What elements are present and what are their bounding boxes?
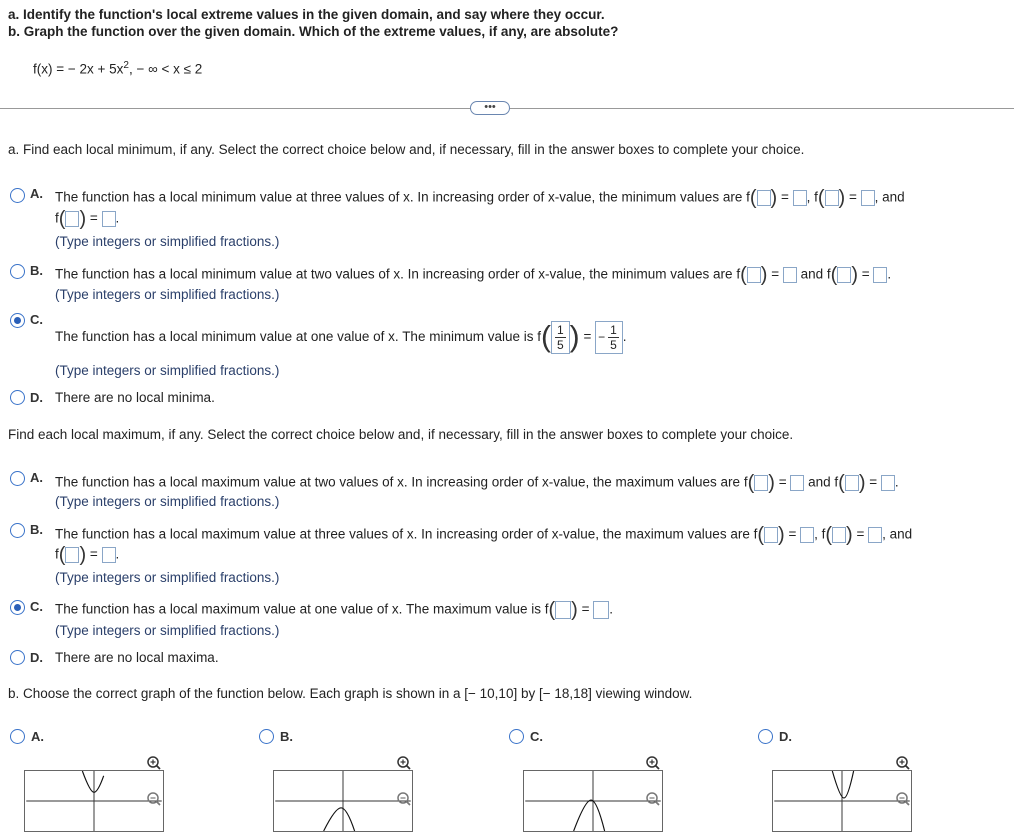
zoom-out-icon[interactable]	[396, 791, 412, 807]
function-text: f(x) = − 2x + 5x	[33, 61, 124, 77]
max-option-a-letter: A.	[30, 470, 43, 485]
min-option-a-radio[interactable]	[10, 188, 25, 203]
graph-d-thumbnail[interactable]	[772, 770, 912, 832]
zoom-out-icon[interactable]	[895, 791, 911, 807]
curve	[574, 800, 605, 831]
min-option-c-text: The function has a local minimum value at one value of x. The minimum value is f( $\frac{1}{5}$ ) = − $\frac{1}{5}$ .	[55, 320, 627, 354]
and-text: , and	[874, 189, 905, 205]
max-b-x2-input[interactable]	[832, 527, 846, 543]
min-c-value-answer[interactable]	[595, 321, 623, 354]
min-a-x1-input[interactable]	[757, 190, 771, 206]
min-option-c-letter: C.	[30, 312, 43, 327]
min-a-v3-input[interactable]	[102, 211, 116, 227]
min-option-a-label: The function has a local minimum value at three values of x. In increasing order of x-value, the minimum values are f	[55, 189, 750, 205]
max-b-v3-input[interactable]	[102, 547, 116, 563]
min-option-a-line2: f( ) = .	[55, 208, 120, 230]
curve	[832, 771, 853, 798]
min-option-c-label: The function has a local minimum value at one value of x. The minimum value is f	[55, 329, 541, 344]
max-option-b-label: The function has a local maximum value at three values of x. In increasing order of x-value, the maximum values are f	[55, 526, 758, 542]
max-option-d-radio[interactable]	[10, 650, 25, 665]
min-option-d-text: There are no local minima.	[55, 390, 215, 405]
min-option-c-hint: (Type integers or simplified fractions.)	[55, 363, 280, 378]
graph-a-thumbnail[interactable]	[24, 770, 164, 832]
graph-option-d-letter: D.	[779, 729, 792, 744]
graph-b-thumbnail[interactable]	[273, 770, 413, 832]
min-option-a-letter: A.	[30, 186, 43, 201]
max-option-b-radio[interactable]	[10, 523, 25, 538]
and-f-text: and f	[800, 266, 831, 282]
eq: =	[856, 526, 865, 542]
function-exponent: 2	[123, 60, 129, 71]
max-option-b-letter: B.	[30, 522, 43, 537]
max-b-v1-input[interactable]	[800, 527, 814, 543]
zoom-out-icon[interactable]	[146, 791, 162, 807]
min-prompt: a. Find each local minimum, if any. Select the correct choice below and, if necessary, fill in the answer boxes to complete your choice.	[8, 142, 805, 157]
min-c-x-answer[interactable]	[551, 321, 570, 354]
max-option-a-label: The function has a local maximum value at two values of x. In increasing order of x-value, the maximum values are f	[55, 474, 748, 490]
max-option-d-text: There are no local maxima.	[55, 650, 219, 665]
function-definition	[33, 60, 202, 77]
min-option-b-letter: B.	[30, 263, 43, 278]
zoom-in-icon[interactable]	[146, 755, 162, 771]
graph-option-a-radio[interactable]	[10, 729, 25, 744]
eq: =	[848, 189, 857, 205]
eq: =	[771, 266, 780, 282]
min-option-d-radio[interactable]	[10, 390, 25, 405]
min-c-x-num: 1	[556, 322, 564, 337]
max-c-x-input[interactable]	[555, 601, 571, 619]
max-option-c-hint: (Type integers or simplified fractions.)	[55, 623, 280, 638]
eq: =	[583, 329, 592, 344]
question-part-a: a. Identify the function's local extreme values in the given domain, and say where they occur.	[8, 7, 605, 22]
min-c-val-den: 5	[610, 337, 617, 352]
zoom-in-icon[interactable]	[396, 755, 412, 771]
max-option-b-line2: f( ) = .	[55, 544, 120, 566]
eq: =	[778, 474, 787, 490]
max-a-x1-input[interactable]	[754, 475, 768, 491]
eq: =	[780, 189, 789, 205]
graph-option-d-radio[interactable]	[758, 729, 773, 744]
min-b-x1-input[interactable]	[747, 267, 761, 283]
eq: =	[788, 526, 797, 542]
min-option-a-text: The function has a local minimum value at three values of x. In increasing order of x-value, the minimum values are f( ) = , f( ) = , and	[55, 187, 905, 209]
f-text: f	[55, 210, 59, 226]
question-part-b: b. Graph the function over the given domain. Which of the extreme values, if any, are absolute?	[8, 24, 619, 39]
graph-option-b-letter: B.	[280, 729, 293, 744]
curve	[324, 808, 355, 831]
part-b-prompt: b. Choose the correct graph of the function below. Each graph is shown in a [− 10,10] by [− 18,18] viewing window.	[8, 686, 693, 701]
min-a-x2-input[interactable]	[825, 190, 839, 206]
min-a-x3-input[interactable]	[65, 211, 79, 227]
min-option-b-text: The function has a local minimum value at two values of x. In increasing order of x-value, the minimum values are f( ) = and f( ) = .	[55, 264, 892, 286]
graph-option-b-radio[interactable]	[259, 729, 274, 744]
zoom-in-icon[interactable]	[895, 755, 911, 771]
max-b-x1-input[interactable]	[764, 527, 778, 543]
max-option-c-letter: C.	[30, 599, 43, 614]
min-c-val-num: 1	[610, 322, 617, 337]
comma-f: , f	[806, 189, 818, 205]
min-option-c-radio[interactable]	[10, 313, 25, 328]
f-text: f	[55, 546, 59, 562]
graph-option-c-letter: C.	[530, 729, 543, 744]
min-c-val-sign: −	[598, 330, 606, 345]
max-b-x3-input[interactable]	[65, 547, 79, 563]
min-option-b-hint: (Type integers or simplified fractions.)	[55, 287, 280, 302]
max-a-v2-input[interactable]	[881, 475, 895, 491]
max-a-x2-input[interactable]	[845, 475, 859, 491]
eq: =	[89, 546, 98, 562]
max-option-b-text: The function has a local maximum value at three values of x. In increasing order of x-value, the maximum values are f( ) = , f( ) = , and	[55, 524, 913, 546]
max-option-a-text: The function has a local maximum value at two values of x. In increasing order of x-value, the maximum values are f( ) = and f( ) = .	[55, 472, 899, 494]
min-a-v1-input[interactable]	[793, 190, 807, 206]
max-option-a-radio[interactable]	[10, 471, 25, 486]
min-b-x2-input[interactable]	[837, 267, 851, 283]
min-option-d-letter: D.	[30, 390, 43, 405]
comma-f: , f	[814, 526, 826, 542]
and-text: , and	[882, 526, 913, 542]
max-option-c-text: The function has a local maximum value at one value of x. The maximum value is f( ) = .	[55, 599, 614, 621]
min-option-a-hint: (Type integers or simplified fractions.)	[55, 234, 280, 249]
max-option-b-hint: (Type integers or simplified fractions.)	[55, 570, 280, 585]
max-option-c-label: The function has a local maximum value at one value of x. The maximum value is f	[55, 601, 549, 617]
max-prompt: Find each local maximum, if any. Select the correct choice below and, if necessary, fill in the answer boxes to complete your choice.	[8, 427, 794, 442]
eq: =	[869, 474, 878, 490]
zoom-out-icon[interactable]	[645, 791, 661, 807]
eq: =	[89, 210, 98, 226]
zoom-in-icon[interactable]	[645, 755, 661, 771]
min-option-b-label: The function has a local minimum value at two values of x. In increasing order of x-value, the minimum values are f	[55, 266, 741, 282]
max-option-c-radio[interactable]	[10, 600, 25, 615]
function-domain: , − ∞ < x ≤ 2	[128, 61, 203, 77]
min-c-x-den: 5	[556, 337, 564, 352]
min-b-v2-input[interactable]	[873, 267, 887, 283]
max-option-d-letter: D.	[30, 650, 43, 665]
eq: =	[861, 266, 870, 282]
max-a-v1-input[interactable]	[790, 475, 804, 491]
max-b-v2-input[interactable]	[868, 527, 882, 543]
graph-c-thumbnail[interactable]	[523, 770, 663, 832]
graph-option-a-letter: A.	[31, 729, 44, 744]
max-c-v-input[interactable]	[593, 601, 609, 619]
min-a-v2-input[interactable]	[861, 190, 875, 206]
min-b-v1-input[interactable]	[783, 267, 797, 283]
max-option-a-hint: (Type integers or simplified fractions.)	[55, 494, 280, 509]
and-f-text: and f	[808, 474, 839, 490]
eq: =	[581, 601, 590, 617]
curve	[82, 771, 103, 792]
more-button[interactable]: •••	[470, 101, 510, 115]
min-option-b-radio[interactable]	[10, 264, 25, 279]
graph-option-c-radio[interactable]	[509, 729, 524, 744]
